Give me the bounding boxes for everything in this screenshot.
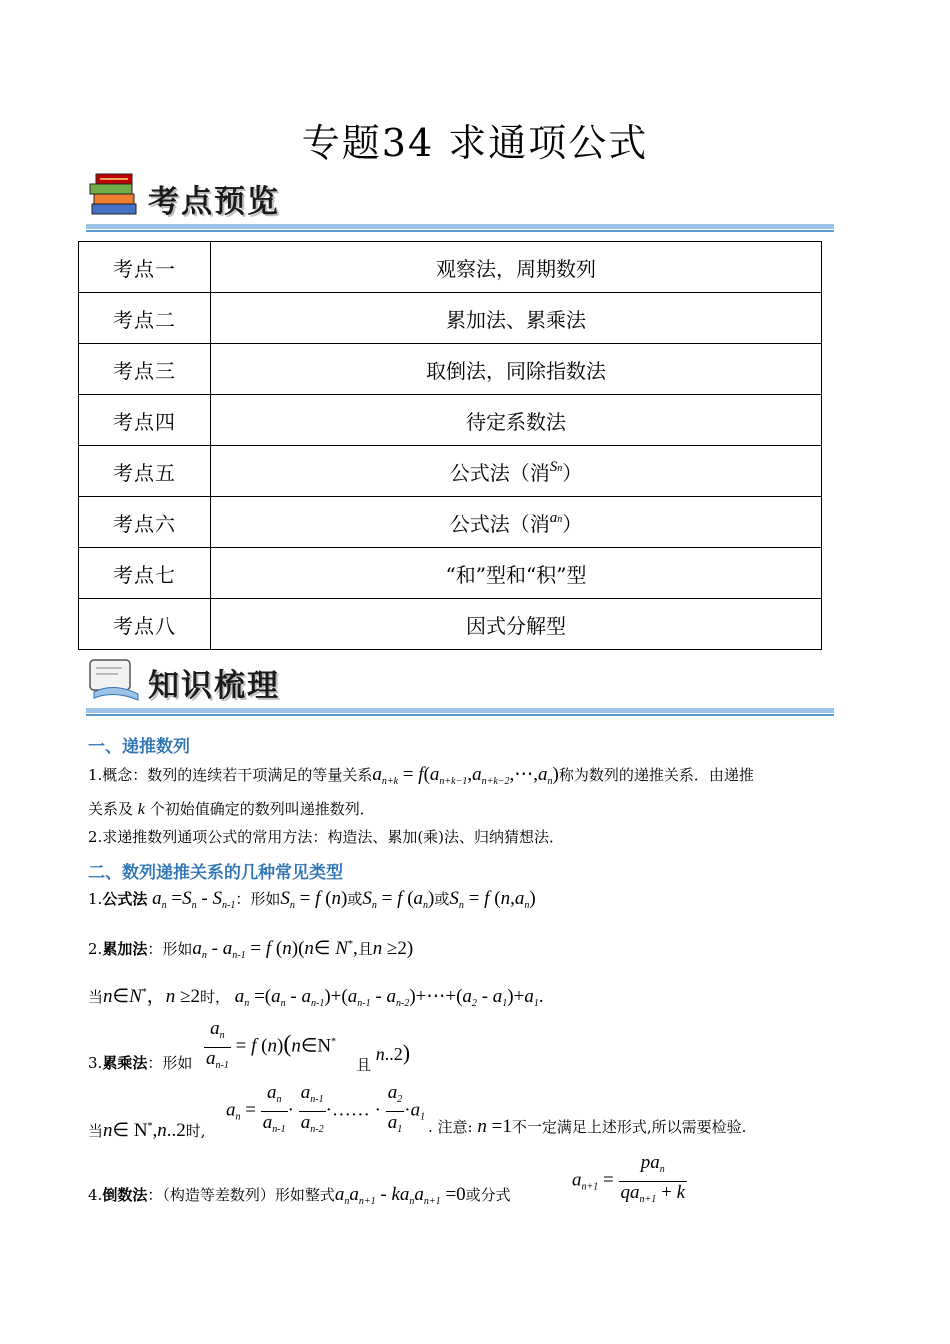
text: 或分式 xyxy=(465,1186,511,1204)
banner-kaodian xyxy=(86,166,834,236)
kaodian-table xyxy=(78,241,822,650)
formula: $S_n = f$ $(a_n)$ xyxy=(362,888,435,911)
page-title: 专题34 求通项公式 xyxy=(301,121,649,165)
table-cell-label: 考点七 xyxy=(79,548,211,599)
table-cell-label: 考点一 xyxy=(79,242,211,293)
banner-divider-line xyxy=(86,230,834,232)
formula: $S_n = f$ $(n,a_n)$ xyxy=(449,888,536,911)
item-number: 2. xyxy=(88,940,103,958)
table-cell-label: 考点四 xyxy=(79,395,211,446)
keyword: 倒数法 xyxy=(102,1186,148,1204)
concept-text-3: 关系及 xyxy=(88,800,134,818)
table-row xyxy=(79,446,822,497)
var-k: k xyxy=(137,801,145,818)
table-cell-content xyxy=(211,446,822,497)
table-cell-label: 考点三 xyxy=(79,344,211,395)
content-text-close: ） xyxy=(562,511,583,536)
type-2-formula xyxy=(88,934,868,967)
formula: $a_n$ = $\frac{a_n}{a_{n-1}}$ · $\frac{a_{n-1}}{a_{n-2}}$ ·…… · $\frac{a_2}{a_1}$ $\cdot a_1$ xyxy=(226,1082,426,1135)
content-text: 公式法（消 xyxy=(449,511,550,536)
item-number: 1. xyxy=(88,890,103,908)
content-text: “和”型和“积”型 xyxy=(445,562,587,587)
text: ：形如 xyxy=(147,1054,193,1072)
type-2-sum xyxy=(88,982,868,1015)
formula: $S_n = f$ (n) xyxy=(280,888,348,911)
formula: $a_n =S_n - S_{n-1}$ xyxy=(152,888,236,911)
item-number: 3. xyxy=(88,1054,103,1072)
table-row xyxy=(79,497,822,548)
formula: $a_na_{n+1} - ka_na_{n+1} =0$ xyxy=(334,1184,466,1207)
table-cell-content xyxy=(211,599,822,650)
banner-divider xyxy=(86,224,834,229)
type-4-formula xyxy=(88,1152,868,1208)
text: 或 xyxy=(347,890,363,908)
formula-recurrence: $a_{n+k}$ = $f(a_{n+k-1},a_{n+k-2},\cdots,a_n)$ xyxy=(372,764,559,787)
text: 当 xyxy=(88,988,104,1006)
content-text: 因式分解型 xyxy=(466,613,566,638)
text: ：形如 xyxy=(235,890,281,908)
table-cell-content xyxy=(211,395,822,446)
table-cell-content xyxy=(211,293,822,344)
paragraph-methods: 2.求递推数列通项公式的常用方法：构造法、累加(乘)法、归纳猜想法． xyxy=(88,828,565,846)
table-cell-content xyxy=(211,344,822,395)
paragraph-concept-cont xyxy=(88,798,375,821)
table-cell-label: 考点二 xyxy=(79,293,211,344)
text: ：（构造等差数列）形如整式 xyxy=(147,1186,335,1204)
books-icon xyxy=(86,170,146,220)
type-1-formula xyxy=(88,888,868,917)
text: 当 xyxy=(88,1122,104,1140)
section-heading-1: 一、递推数列 xyxy=(88,737,190,757)
formula: $\frac{a_n}{a_{n-1}}$ = f (n)(n∈N* xyxy=(206,1018,337,1071)
keyword: 累乘法 xyxy=(102,1054,148,1072)
formula: n ≥2) xyxy=(372,938,414,959)
math-symbol: an xyxy=(549,509,563,526)
formula: n∈N*，n ≥2 xyxy=(103,986,200,1007)
text: ：形如 xyxy=(147,940,193,958)
table-row xyxy=(79,395,822,446)
table-cell-label: 考点八 xyxy=(79,599,211,650)
banner-divider xyxy=(86,708,834,713)
text: 时, xyxy=(185,1122,206,1140)
text: 且 xyxy=(357,940,373,958)
content-text: 累加法、累乘法 xyxy=(446,307,586,332)
item-number: 4. xyxy=(88,1186,103,1204)
paragraph-concept xyxy=(88,764,868,793)
banner-divider-line xyxy=(86,714,834,716)
table-row xyxy=(79,242,822,293)
banner-title: 知识梳理 xyxy=(148,668,280,704)
formula: n =1 xyxy=(477,1116,512,1137)
type-3-formula: 3.累乘法：形如 $\frac{a_n}{a_{n-1}}$ = f (n)(n∈N* 且 n..2) xyxy=(88,1018,868,1074)
table-cell-label: 考点六 xyxy=(79,497,211,548)
table-row xyxy=(79,293,822,344)
keyword: 公式法 xyxy=(102,890,148,908)
formula: $a_n - a_{n-1} = f$ (n)(n∈ N*, xyxy=(192,938,358,961)
type-3-product xyxy=(88,1082,868,1141)
formula: $a_{n+1}$ = $\frac{pa_n}{qa_{n+1} + k}$ xyxy=(572,1152,685,1205)
table-row xyxy=(79,344,822,395)
banner-zhishi xyxy=(86,650,834,720)
concept-text-2: 称为数列的递推关系．由递推 xyxy=(558,766,754,784)
table-cell-content xyxy=(211,242,822,293)
formula: n∈ N*,n..2 xyxy=(103,1120,186,1141)
keyword: 累加法 xyxy=(102,940,148,958)
text: 不一定满足上述形式,所以需要检验. xyxy=(511,1118,747,1136)
formula: $a_n =(a_n - a_{n-1})+(a_{n-1}$ - $a_{n-2})+\cdots+(a_2 - a_1)+a_1$. xyxy=(234,986,544,1009)
text: . 注意: xyxy=(428,1118,473,1136)
text: 且 xyxy=(356,1056,372,1074)
banner-title: 考点预览 xyxy=(148,184,280,220)
text: 时， xyxy=(200,988,231,1006)
table-cell-label: 考点五 xyxy=(79,446,211,497)
content-text: 待定系数法 xyxy=(466,409,566,434)
table-row xyxy=(79,548,822,599)
text: 或 xyxy=(434,890,450,908)
table-row xyxy=(79,599,822,650)
table-cell-content xyxy=(211,497,822,548)
content-text: 公式法（消 xyxy=(449,460,550,485)
concept-text-4: 个初始值确定的数列叫递推数列． xyxy=(149,800,375,818)
open-book-icon xyxy=(86,654,146,704)
content-text: 取倒法，同除指数法 xyxy=(426,358,606,383)
table-cell-content xyxy=(211,548,822,599)
content-text: 观察法，周期数列 xyxy=(436,256,596,281)
content-text-close: ） xyxy=(562,460,583,485)
section-heading-2: 二、数列递推关系的几种常见类型 xyxy=(88,863,343,883)
math-symbol: Sn xyxy=(549,458,563,475)
concept-text: 1.概念：数列的连续若干项满足的等量关系 xyxy=(88,766,373,784)
